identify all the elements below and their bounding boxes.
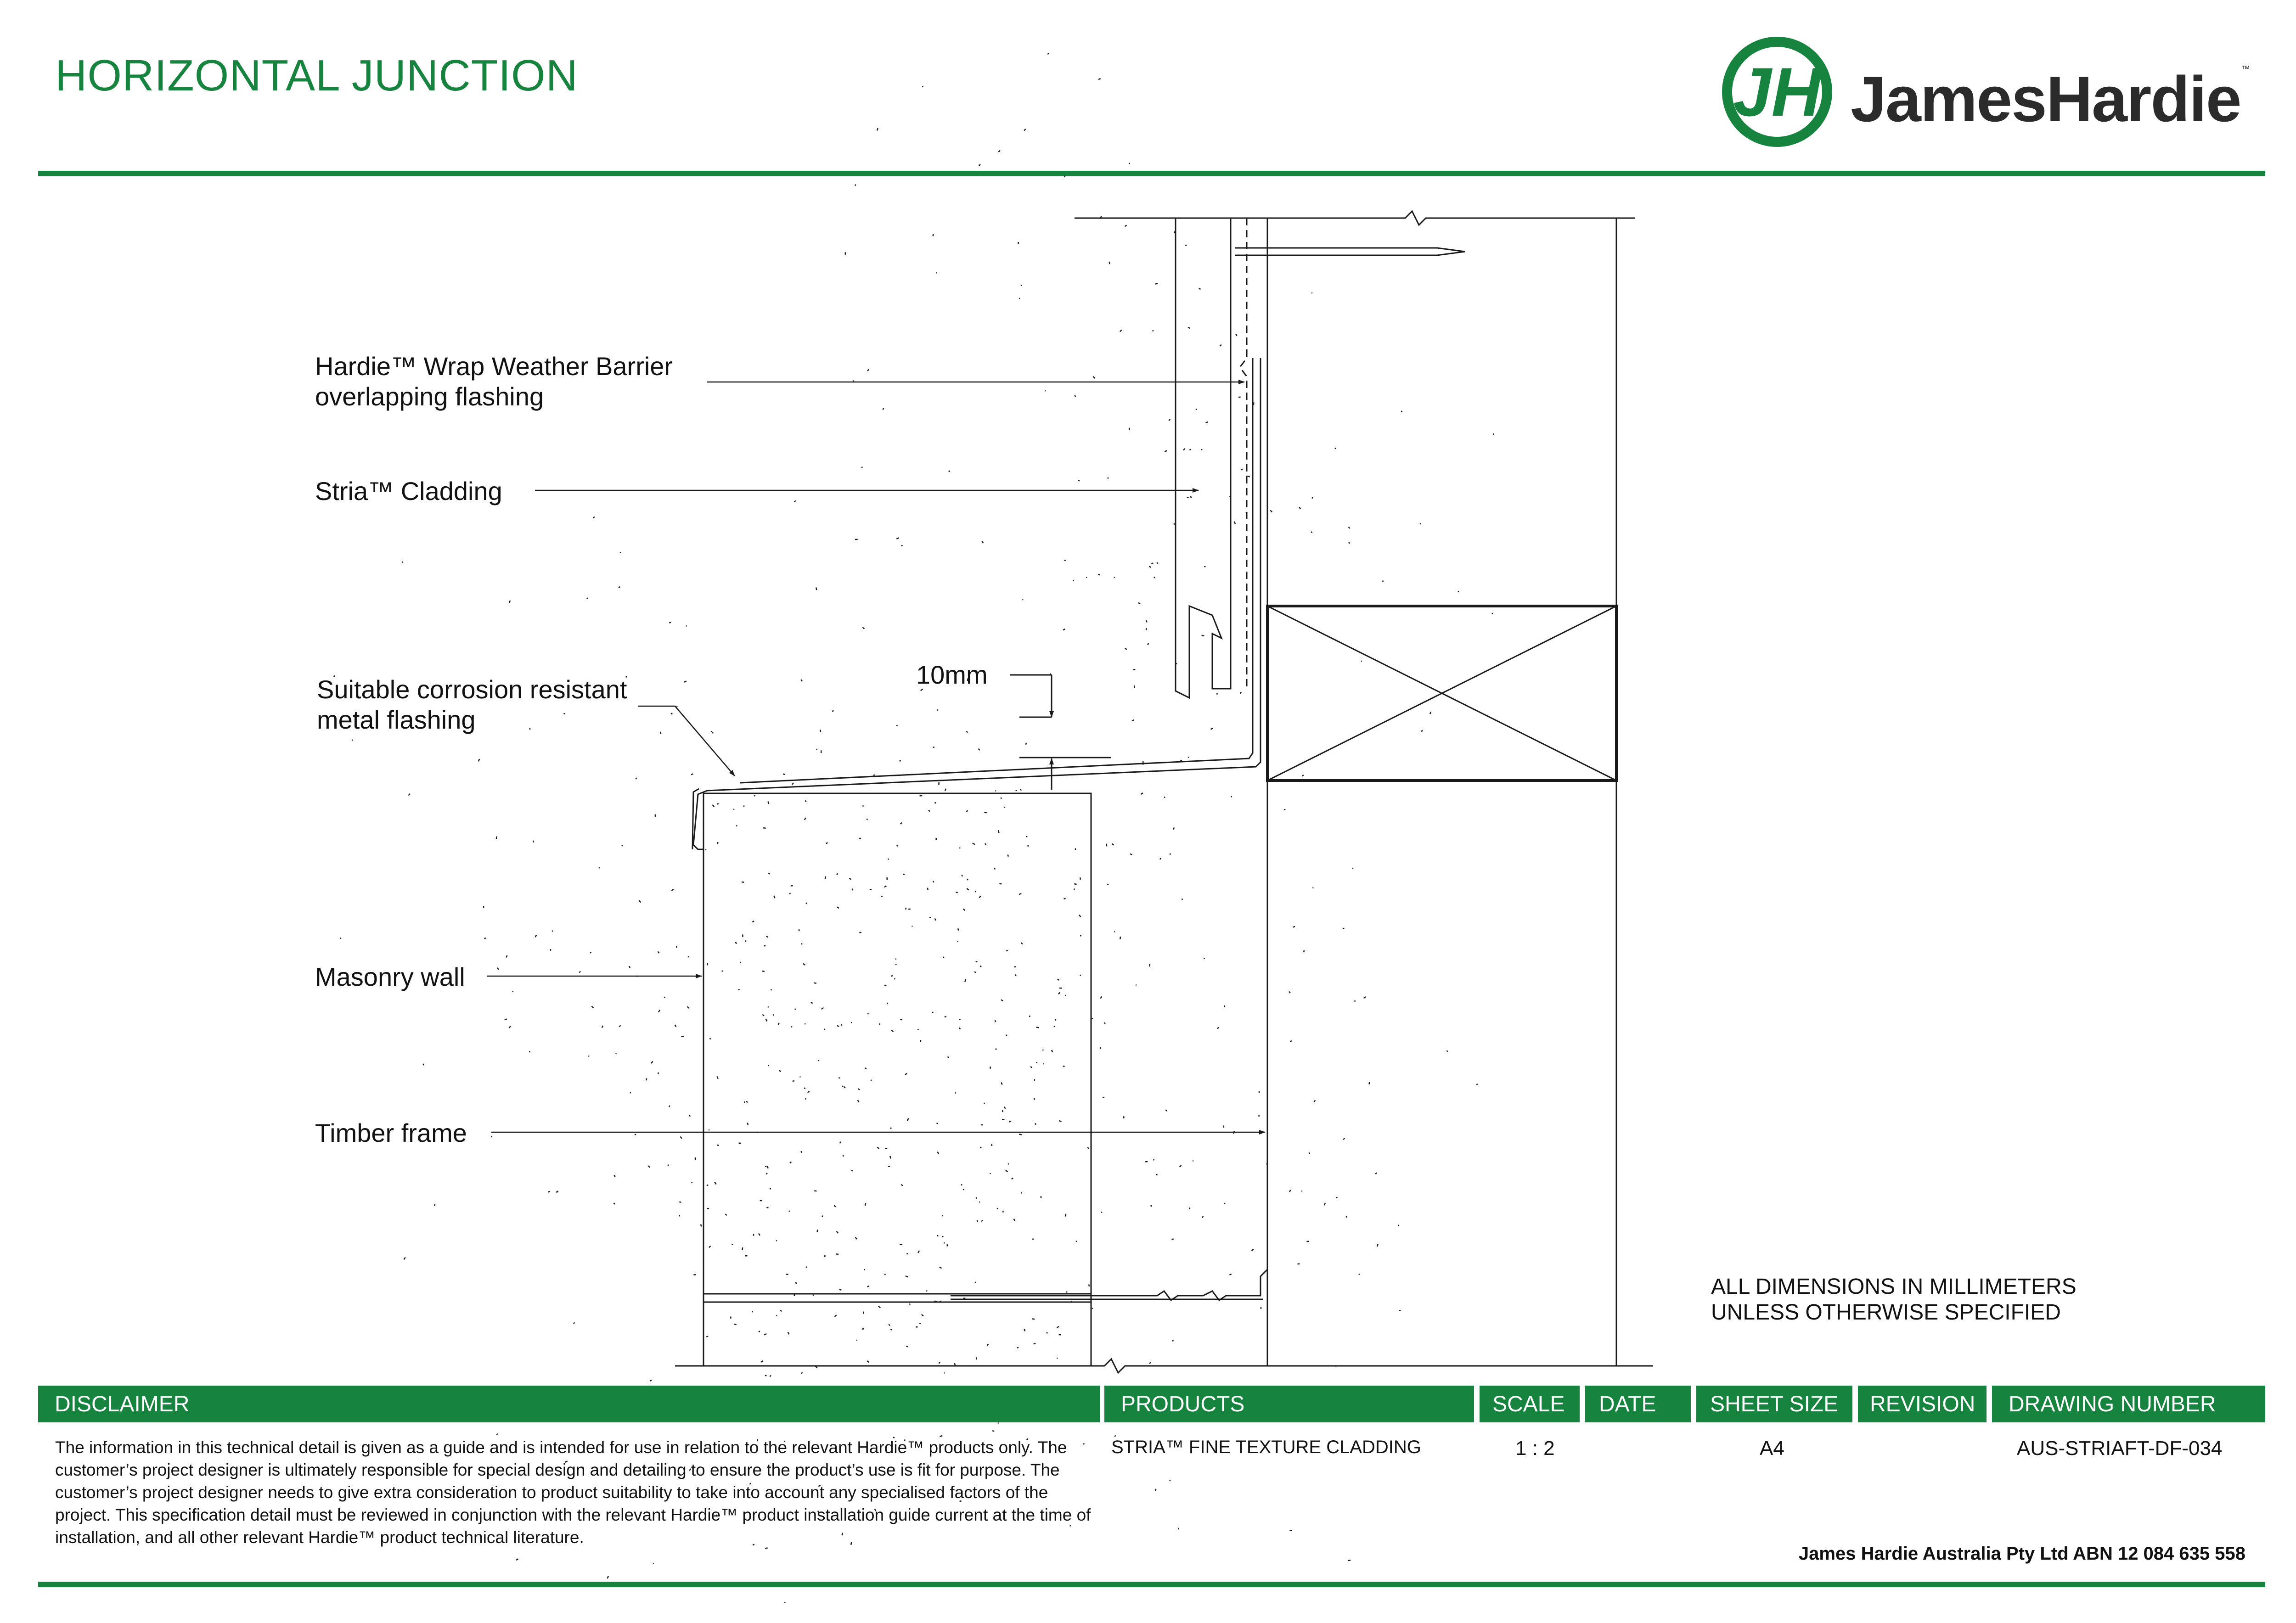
- fixing-nail: [1235, 248, 1465, 255]
- leader-flashing: [638, 706, 735, 776]
- scale-header: SCALE: [1480, 1386, 1580, 1422]
- dimensions-note-1: ALL DIMENSIONS IN MILLIMETERS: [1711, 1275, 2077, 1299]
- logo-wordmark: JamesHardie: [1851, 63, 2241, 135]
- drawing-number-value: AUS-STRIAFT-DF-034: [2017, 1437, 2223, 1460]
- page-title: HORIZONTAL JUNCTION: [55, 51, 578, 100]
- revision-header: REVISION: [1858, 1386, 1986, 1422]
- masonry-texture: [333, 0, 1495, 1623]
- callout-weather-barrier-2: overlapping flashing: [315, 382, 544, 411]
- dimension-label: 10mm: [916, 660, 988, 689]
- date-header: DATE: [1585, 1386, 1691, 1422]
- masonry-tie: [951, 1269, 1267, 1300]
- scale-value: 1 : 2: [1515, 1437, 1555, 1460]
- masonry-lower-course: [703, 1302, 1091, 1366]
- products-header: PRODUCTS: [1104, 1386, 1474, 1422]
- disclaimer-text: The information in this technical detail is given as a guide and is intended for use in relation to the relevant Hardie™ products only. The customer’s project designer is ultimately responsible for special design and detailing to ensure the product’s use is fit for purpose. The customer’s project designer needs to give extra consideration to product suitability to take into account any specialised factors of the project. This specification detail must be reviewed in conjunction with the relevant Hardie™ product installation guide current at the time of installation, and all other relevant Hardie™ product technical literature.: [55, 1438, 1091, 1547]
- sheet-size-value: A4: [1760, 1437, 1784, 1460]
- callout-flashing-2: metal flashing: [317, 705, 476, 734]
- callout-cladding: Stria™ Cladding: [315, 477, 502, 505]
- company-abn: James Hardie Australia Pty Ltd ABN 12 084 635 558: [1798, 1544, 2245, 1564]
- stria-cladding-board: [1176, 218, 1231, 698]
- products-value: STRIA™ FINE TEXTURE CLADDING: [1111, 1437, 1421, 1457]
- top-break-line: [1075, 211, 1635, 225]
- masonry-wall: [703, 793, 1091, 1302]
- logo-trademark: ™: [2241, 64, 2250, 74]
- drawing-number-header: DRAWING NUMBER: [1992, 1386, 2265, 1422]
- weather-barrier: [1240, 218, 1247, 689]
- callout-timber-frame: Timber frame: [315, 1118, 467, 1147]
- callout-masonry: Masonry wall: [315, 962, 465, 991]
- jh-monogram-icon: JH: [1722, 37, 1832, 147]
- callout-weather-barrier-1: Hardie™ Wrap Weather Barrier: [315, 352, 673, 381]
- sheet-size-header: SHEET SIZE: [1696, 1386, 1852, 1422]
- dimensions-note-2: UNLESS OTHERWISE SPECIFIED: [1711, 1300, 2061, 1325]
- footer-rule: [38, 1582, 2265, 1587]
- callout-flashing-1: Suitable corrosion resistant: [317, 675, 627, 704]
- disclaimer-header: DISCLAIMER: [38, 1386, 1100, 1422]
